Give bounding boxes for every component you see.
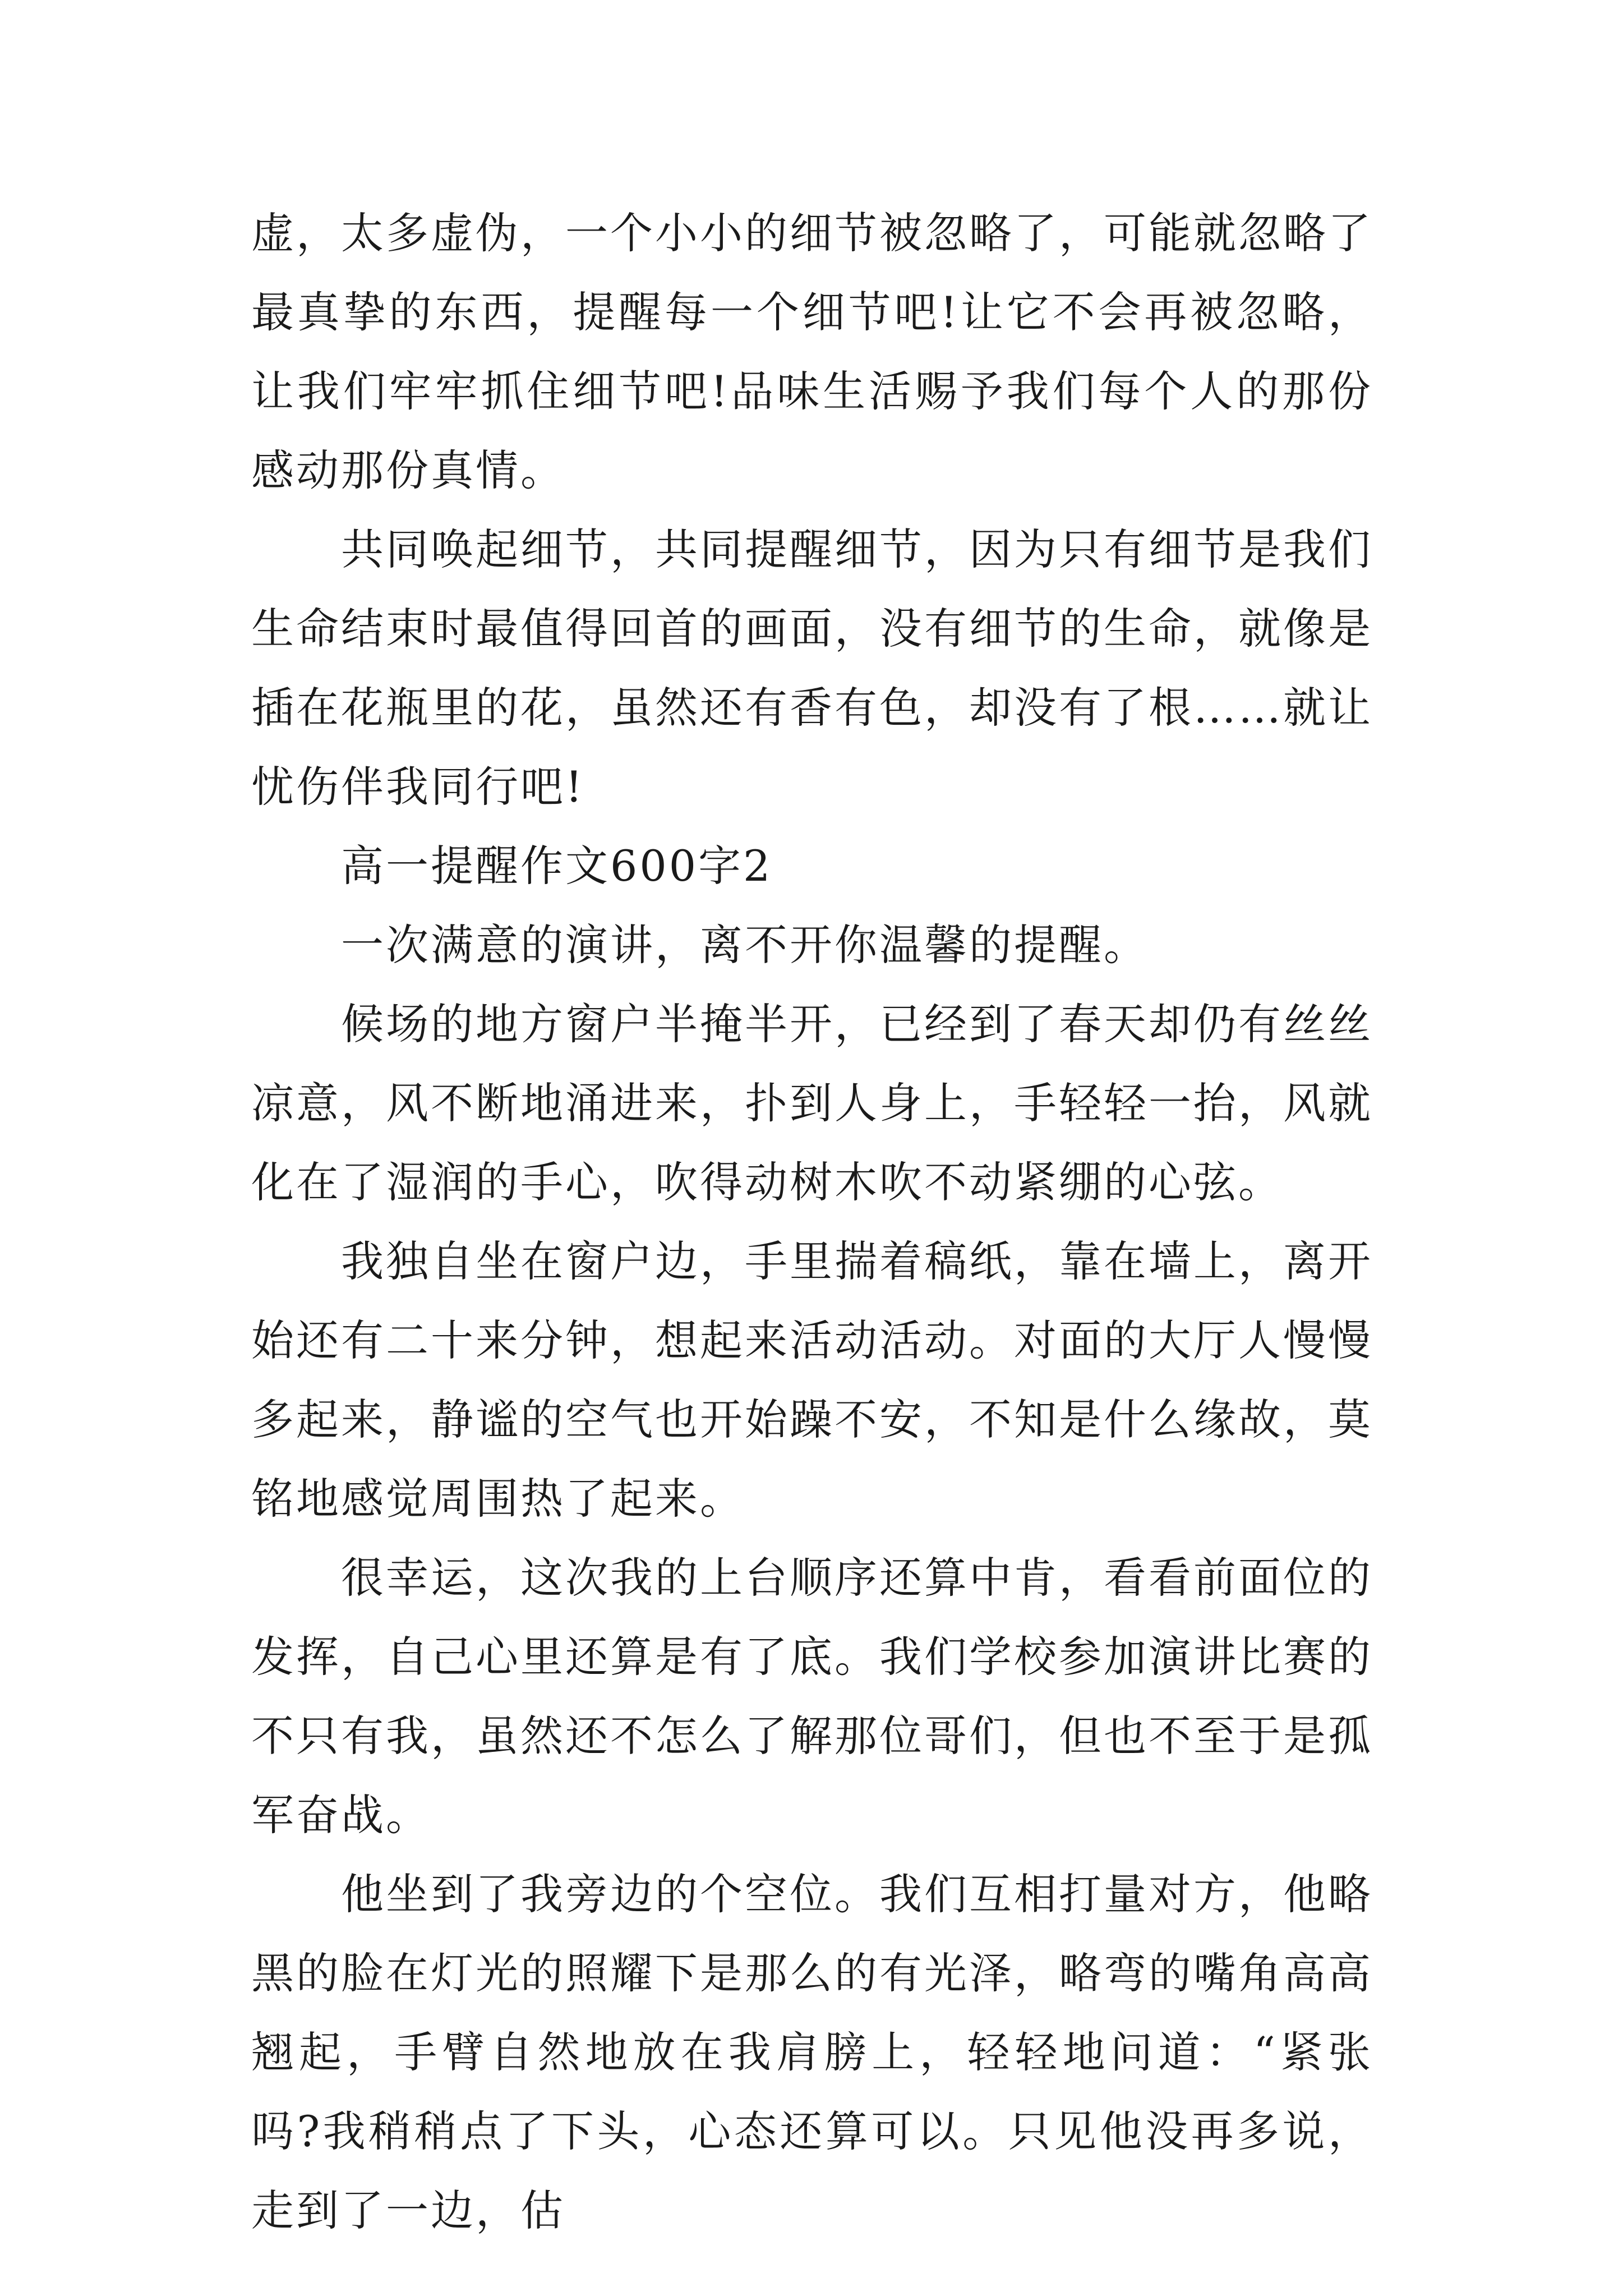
paragraph-1: 虚，太多虚伪，一个小小的细节被忽略了，可能就忽略了最真挚的东西，提醒每一个细节吧!让它不会再被忽略，让我们牢牢抓住细节吧!品味生活赐予我们每个人的那份感动那份真情。 bbox=[251, 208, 1373, 495]
paragraph-6: 很幸运，这次我的上台顺序还算中肯，看看前面位的发挥，自己心里还算是有了底。我们学校参加演讲比赛的不只有我，虽然还不怎么了解那位哥们，但也不至于是孤军奋战。 bbox=[251, 1553, 1373, 1840]
paragraph-4: 候场的地方窗户半掩半开，已经到了春天却仍有丝丝凉意，风不断地涌进来，扑到人身上，手轻轻一抬，风就化在了湿润的手心，吹得动树木吹不动紧绷的心弦。 bbox=[251, 999, 1373, 1207]
paragraph-7: 他坐到了我旁边的个空位。我们互相打量对方，他略黑的脸在灯光的照耀下是那么的有光泽，略弯的嘴角高高翘起，手臂自然地放在我肩膀上，轻轻地问道：“紧张吗?我稍稍点了下头，心态还算可以。只见他没再多说，走到了一边，估 bbox=[251, 1869, 1373, 2235]
paragraph-3: 一次满意的演讲，离不开你温馨的提醒。 bbox=[341, 920, 1149, 970]
section-heading: 高一提醒作文600字2 bbox=[341, 841, 773, 891]
document-body bbox=[251, 194, 1373, 2250]
paragraph-5: 我独自坐在窗户边，手里揣着稿纸，靠在墙上，离开始还有二十来分钟，想起来活动活动。对面的大厅人慢慢多起来，静谧的空气也开始躁不安，不知是什么缘故，莫铭地感觉周围热了起来。 bbox=[251, 1236, 1373, 1524]
paragraph-2: 共同唤起细节，共同提醒细节，因为只有细节是我们生命结束时最值得回首的画面，没有细节的生命，就像是插在花瓶里的花，虽然还有香有色，却没有了根……就让忧伤伴我同行吧! bbox=[251, 524, 1373, 812]
